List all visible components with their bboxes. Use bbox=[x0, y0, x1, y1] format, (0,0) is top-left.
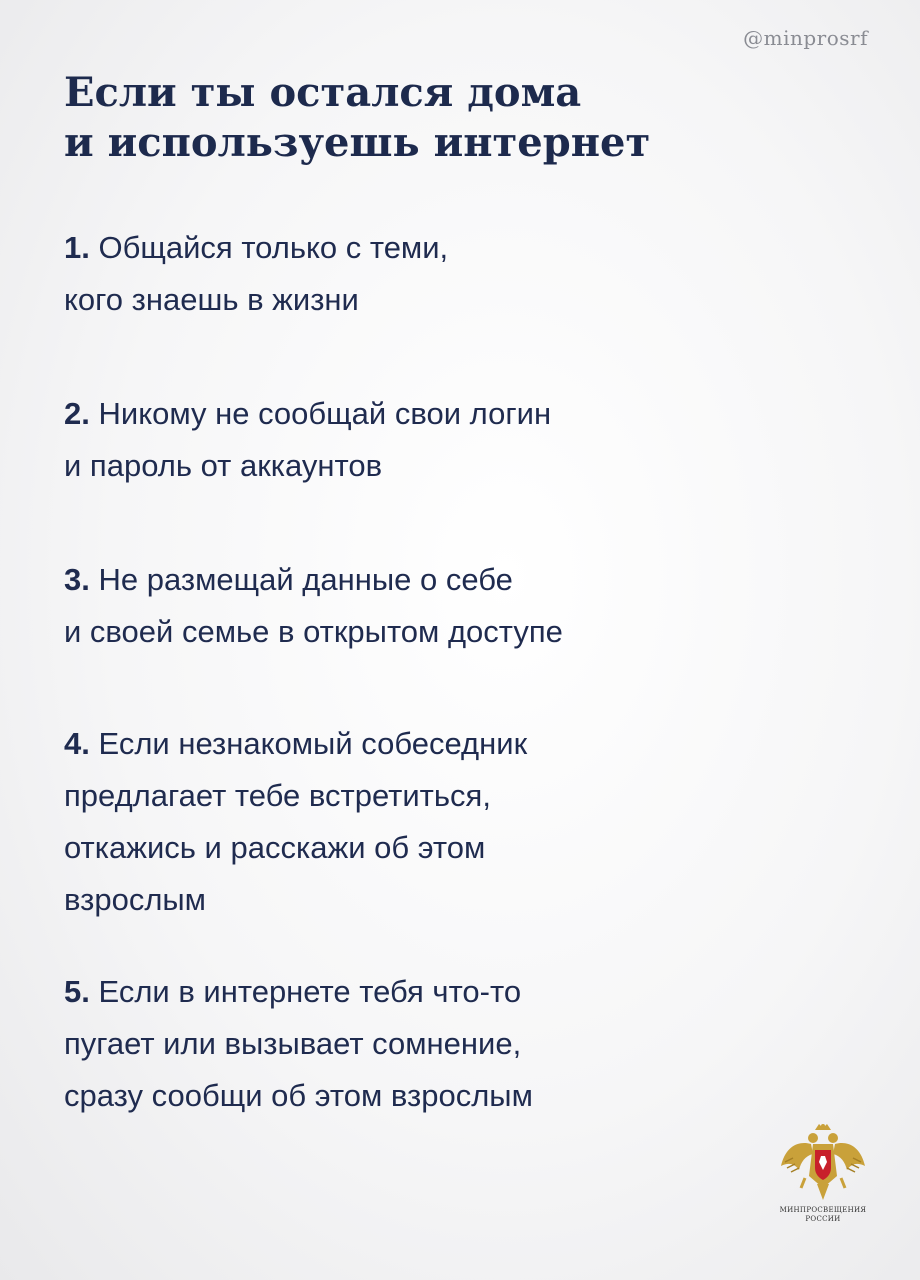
tip-item-5 bbox=[64, 966, 533, 1122]
logo-caption-line-2: РОССИИ bbox=[805, 1215, 841, 1223]
tip-number: 1. bbox=[64, 230, 90, 265]
tip-text: взрослым bbox=[64, 882, 206, 917]
handle-label: @minprosrf bbox=[743, 26, 868, 50]
tip-text: Общайся только с теми, bbox=[98, 230, 449, 265]
tip-number: 4. bbox=[64, 726, 90, 761]
tip-item-4 bbox=[64, 718, 527, 926]
tip-number: 5. bbox=[64, 974, 90, 1009]
tip-text: Если в интернете тебя что-то bbox=[98, 974, 522, 1009]
tip-text: предлагает тебе встретиться, bbox=[64, 778, 491, 813]
tip-text: Никому не сообщай свои логин bbox=[98, 396, 552, 431]
tip-item-3 bbox=[64, 554, 563, 658]
tip-text: и пароль от аккаунтов bbox=[64, 448, 383, 483]
title-line-1: Если ты остался дома bbox=[64, 69, 582, 116]
title-line-2: и используешь интернет bbox=[64, 119, 651, 166]
tip-text: кого знаешь в жизни bbox=[64, 282, 359, 317]
tip-text: Не размещай данные о себе bbox=[98, 562, 513, 597]
tip-item-2 bbox=[64, 388, 551, 492]
tip-text: откажись и расскажи об этом bbox=[64, 830, 486, 865]
tip-text: пугает или вызывает сомнение, bbox=[64, 1026, 522, 1061]
tip-number: 3. bbox=[64, 562, 90, 597]
ministry-logo bbox=[752, 1122, 894, 1244]
tip-number: 2. bbox=[64, 396, 90, 431]
tip-text: сразу сообщи об этом взрослым bbox=[64, 1078, 533, 1113]
logo-caption-line-1: МИНПРОСВЕЩЕНИЯ bbox=[779, 1206, 867, 1214]
page-title bbox=[64, 68, 824, 168]
tip-text: Если незнакомый собеседник bbox=[98, 726, 528, 761]
tip-text: и своей семье в открытом доступе bbox=[64, 614, 563, 649]
double-headed-eagle-emblem-icon bbox=[775, 1122, 871, 1206]
tip-item-1 bbox=[64, 222, 448, 326]
